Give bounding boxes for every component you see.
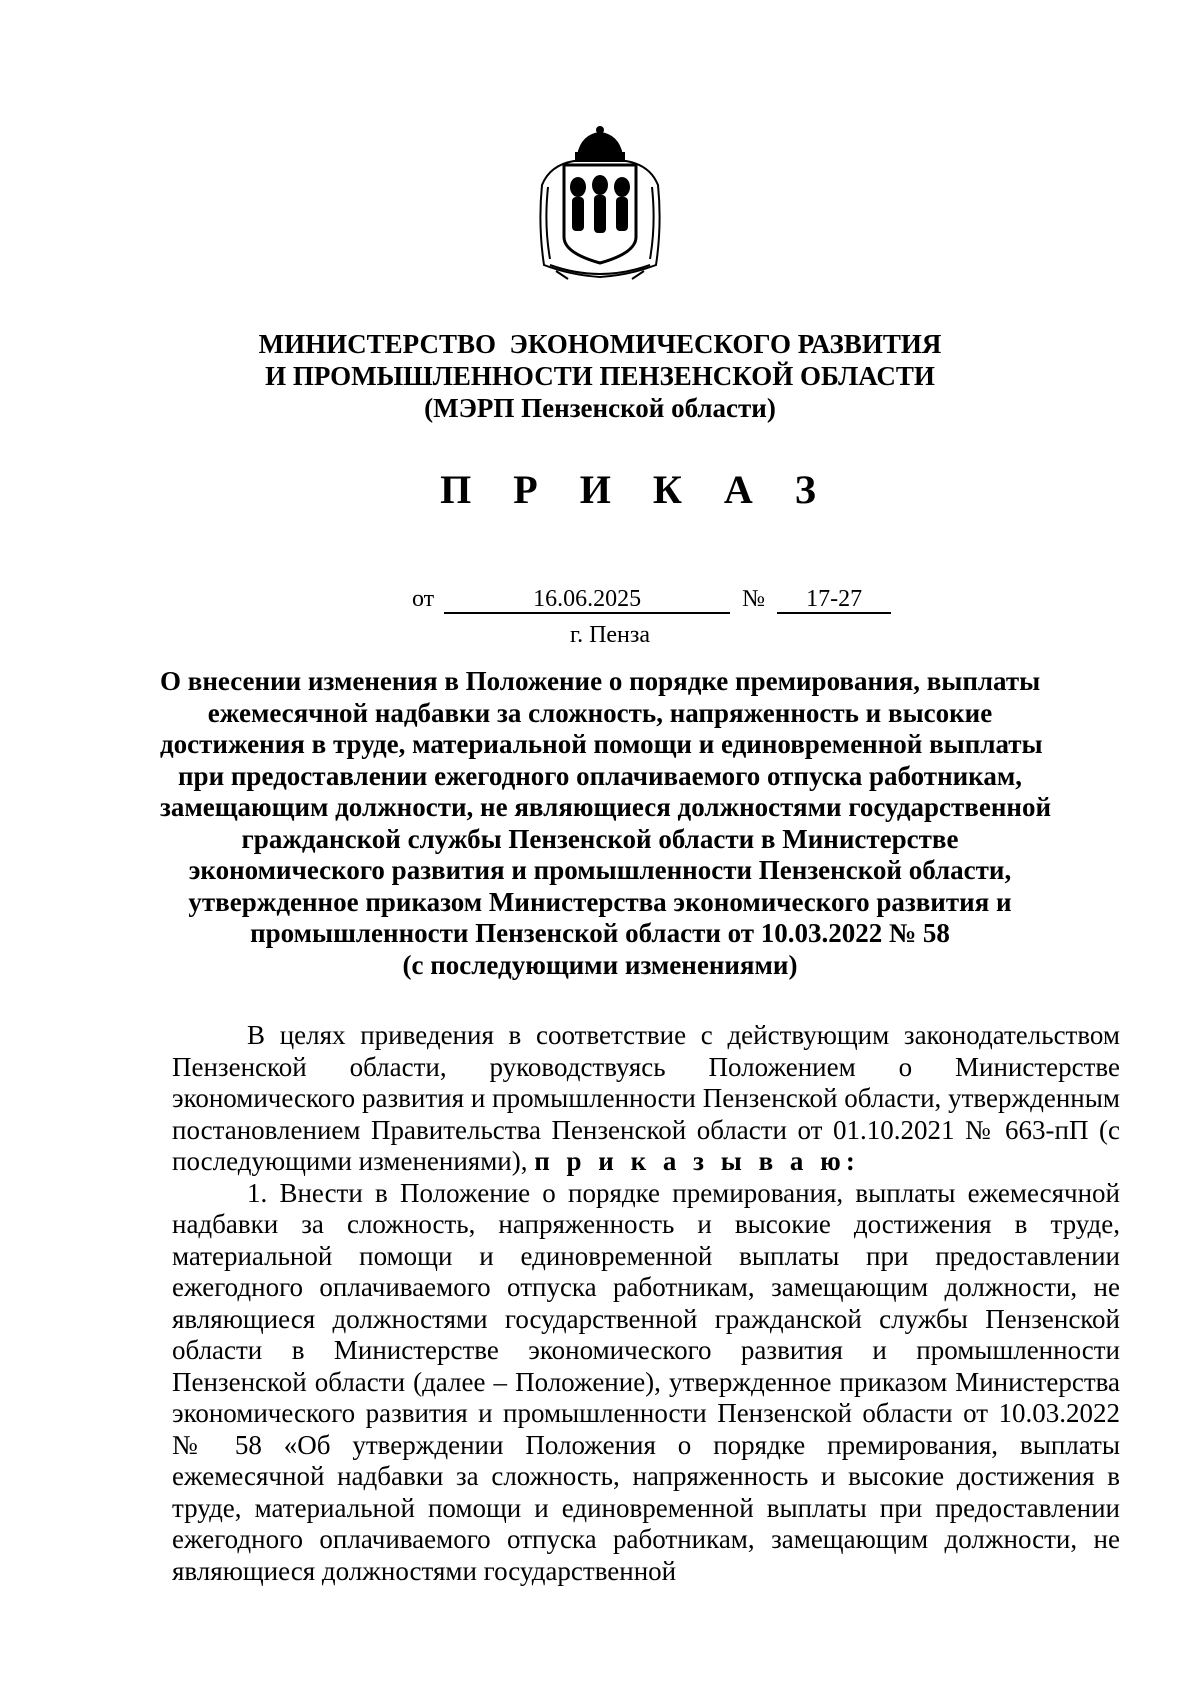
heading-line: замещающим должности, не являющиеся должностями государственной (160, 792, 1051, 822)
number-label: № (742, 586, 766, 612)
order-subject-heading (160, 666, 1051, 981)
preamble-text: В целях приведения в соответствие с действующим законодательством Пензенской области, руководствуясь Положением о Министерстве экономического развития и промышленности Пензенской области, утвержденным постановлением Правительства Пензенской области от 01.10.2021 № 663-пП (с последующими изменениями), (172, 1020, 1120, 1176)
document-body (172, 1020, 1120, 1587)
document-type-title: П Р И К А З (440, 467, 832, 512)
heading-line: гражданской службы Пензенской области в Министерстве (241, 823, 959, 854)
heading-line: при предоставлении ежегодного оплачиваемого отпуска работникам, (178, 760, 1022, 791)
ministry-line-1: МИНИСТЕРСТВО ЭКОНОМИЧЕСКОГО РАЗВИТИЯ (258, 329, 942, 359)
heading-line: экономического развития и промышленности Пензенской области, (188, 855, 1012, 885)
heading-line: (с последующими изменениями) (402, 949, 798, 980)
ministry-abbreviation: (МЭРП Пензенской области) (424, 393, 776, 423)
order-date-number-line (412, 584, 891, 614)
ministry-name (170, 328, 1030, 424)
preamble-paragraph (172, 1020, 1120, 1178)
order-keyword: п р и к а з ы в а ю: (534, 1146, 860, 1176)
clause-1-paragraph: 1. Внести в Положение о порядке премирования, выплаты ежемесячной надбавки за сложность, напряженность и высокие достижения в труде, материальной помощи и единовременной выплаты при предоставлении ежегодного оплачиваемого отпуска работникам, замещающим должности, не являющиеся должностями государственной гражданской службы Пензенской области в Министерстве экономического развития и промышленности Пензенской области (далее – Положение), утвержденное приказом Министерства экономического развития и промышленности Пензенской области от 10.03.2022 № 58 «Об утверждении Положения о порядке премирования, выплаты ежемесячной надбавки за сложность, напряженность и высокие достижения в труде, материальной помощи и единовременной выплаты при предоставлении ежегодного оплачиваемого отпуска работникам, замещающим должности, не являющиеся должностями государственной (172, 1177, 1120, 1586)
ministry-line-2: И ПРОМЫШЛЕННОСТИ ПЕНЗЕНСКОЙ ОБЛАСТИ (265, 361, 935, 391)
from-label: от (412, 586, 435, 612)
order-number: 17-27 (777, 586, 891, 614)
coat-of-arms-emblem (530, 125, 670, 285)
heading-line: утвержденное приказом Министерства экономического развития и (188, 886, 1012, 917)
order-date: 16.06.2025 (444, 586, 730, 614)
heading-line: ежемесячной надбавки за сложность, напряженность и высокие (207, 697, 993, 728)
heading-line: О внесении изменения в Положение о порядке премирования, выплаты (160, 666, 1041, 696)
heading-line: достижения в труде, материальной помощи и единовременной выплаты (160, 729, 1043, 759)
city: г. Пенза (569, 622, 651, 648)
heading-line: промышленности Пензенской области от 10.03.2022 № 58 (250, 918, 950, 948)
